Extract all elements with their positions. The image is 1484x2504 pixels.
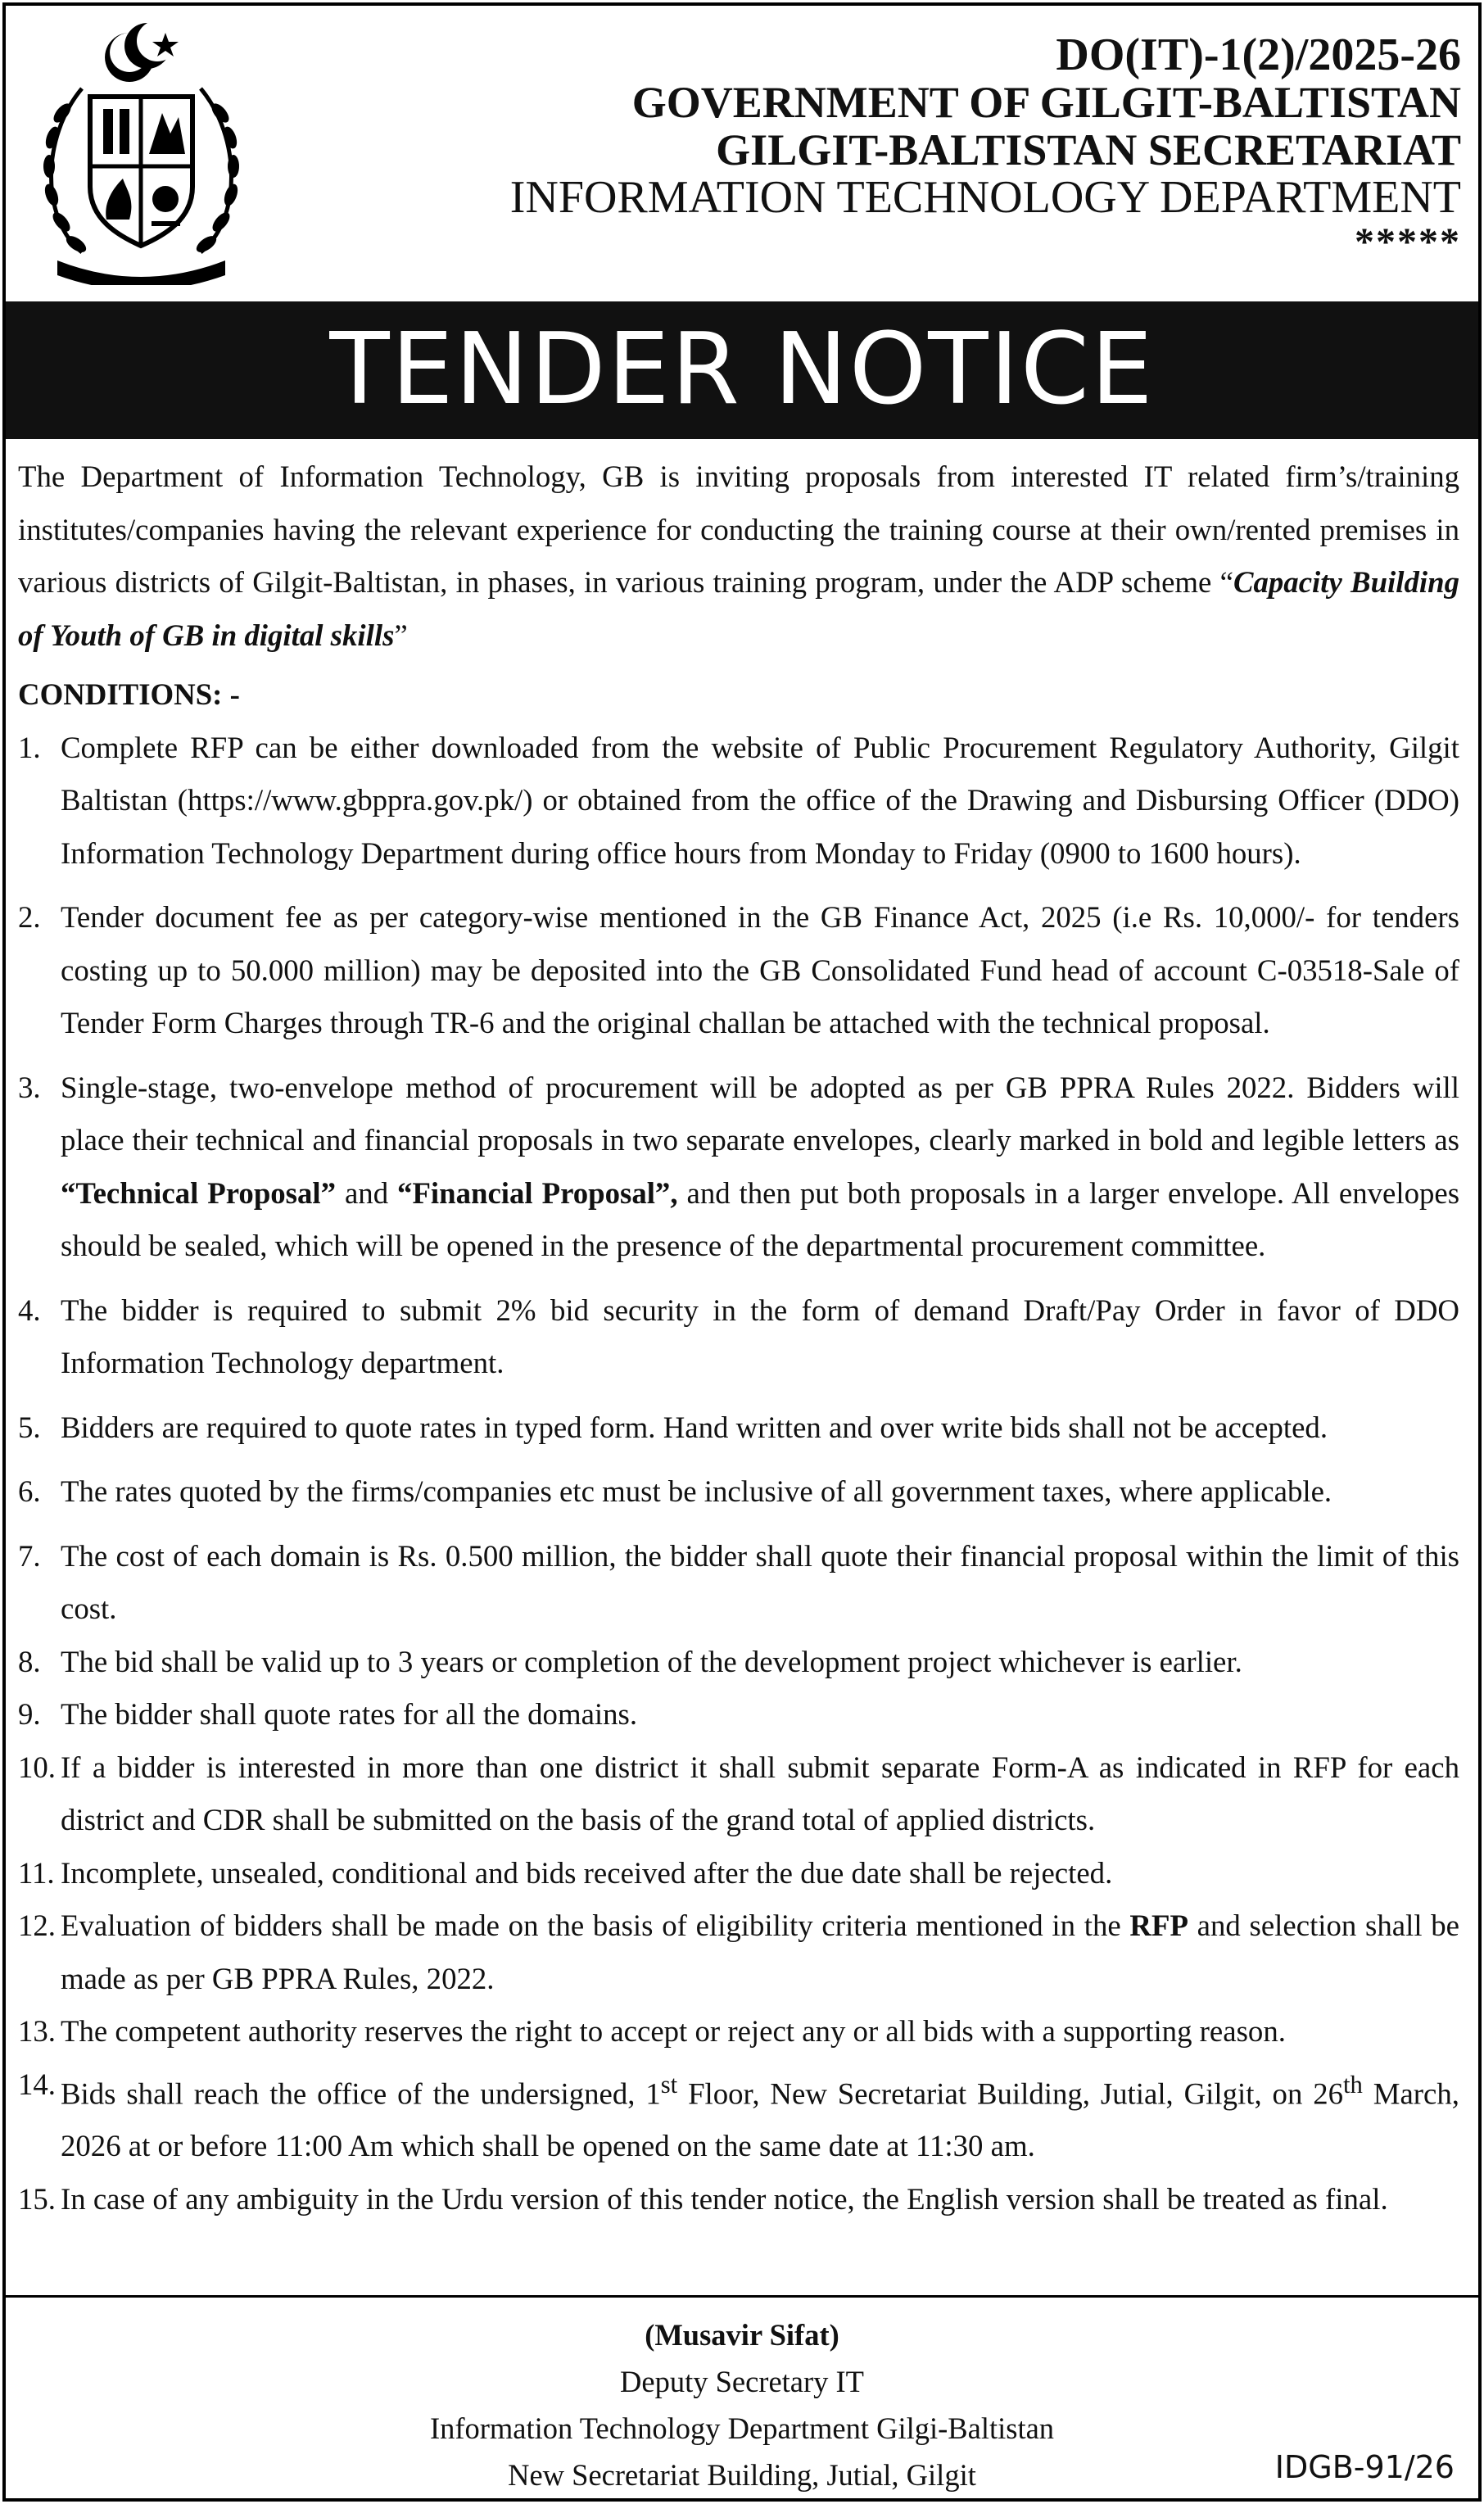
condition-item-15 [18, 2173, 1459, 2226]
condition-text-part: and selection shall be made as per GB PPRA Rules, 2022. [61, 1909, 1459, 1995]
condition-item-5 [18, 1401, 1459, 1455]
condition-item-7 [18, 1530, 1459, 1636]
department-name: INFORMATION TECHNOLOGY DEPARTMENT [509, 171, 1461, 223]
stars-separator: ***** [1355, 220, 1461, 265]
conditions-heading: CONDITIONS: - [18, 677, 240, 711]
condition-number: 4. [18, 1293, 41, 1327]
government-emblem-icon [25, 15, 258, 285]
condition-text [61, 1062, 1459, 1273]
ordinal-suffix: st [660, 2070, 678, 2099]
condition-number: 15. [18, 2181, 56, 2216]
secretariat-name: GILGIT-BALTISTAN SECRETARIAT [716, 125, 1461, 174]
condition-item-11 [18, 1847, 1459, 1900]
condition-item-3 [18, 1062, 1459, 1273]
condition-number: 9. [18, 1697, 41, 1731]
condition-text-part: March, 2026 at or before 11:00 Am which shall be opened on the same date at 11:30 am. [61, 2076, 1459, 2163]
ad-code: IDGB-91/26 [1274, 2449, 1455, 2485]
condition-text: The bidder shall quote rates for all the domains. [61, 1697, 638, 1731]
signatory-address: New Secretariat Building, Jutial, Gilgit [508, 2458, 976, 2492]
condition-text [61, 2058, 1459, 2173]
condition-text: The rates quoted by the firms/companies etc must be inclusive of all government taxes, where applicable. [61, 1474, 1332, 1508]
intro-paragraph [18, 451, 1459, 662]
condition-text: Incomplete, unsealed, conditional and bids received after the due date shall be rejected. [61, 1855, 1113, 1890]
notice-body [18, 451, 1459, 2226]
condition-text: The bidder is required to submit 2% bid security in the form of demand Draft/Pay Order in favor of DDO Information Technology department. [61, 1293, 1459, 1379]
condition-number: 13. [18, 2014, 56, 2048]
scheme-name: Capacity Building of Youth of GB in digital skills [18, 565, 1459, 652]
conditions-list [18, 722, 1459, 2226]
government-name: GOVERNMENT OF GILGIT-BALTISTAN [631, 78, 1461, 128]
signature-divider [6, 2295, 1478, 2298]
condition-number: 1. [18, 730, 41, 764]
ordinal-suffix: th [1343, 2070, 1363, 2099]
condition-item-4 [18, 1284, 1459, 1390]
condition-item-1 [18, 722, 1459, 881]
page-title: TENDER NOTICE [329, 313, 1155, 427]
header-block [314, 31, 1461, 264]
signatory-title: Deputy Secretary IT [620, 2365, 864, 2398]
signature-block [0, 2312, 1484, 2498]
condition-text: The competent authority reserves the right to accept or reject any or all bids with a supporting reason. [61, 2014, 1286, 2048]
condition-number: 5. [18, 1410, 41, 1444]
condition-number: 8. [18, 1644, 41, 1678]
condition-number: 11. [18, 1855, 55, 1890]
condition-text: Complete RFP can be either downloaded from the website of Public Procurement Regulatory Authority, Gilgit Baltistan (https://www.gbppra.gov.pk/) or obtained from the office of the Drawing and Disbursing Officer (DDO) Information Technology Department during office hours from Monday to Friday (0900 to 1600 hours). [61, 730, 1459, 870]
condition-text: If a bidder is interested in more than one district it shall submit separate Form-A as indicated in RFP for each district and CDR shall be submitted on the basis of the grand total of applied districts. [61, 1750, 1459, 1836]
condition-item-14 [18, 2058, 1459, 2173]
condition-number: 12. [18, 1909, 56, 1942]
condition-number: 6. [18, 1474, 41, 1508]
condition-item-6 [18, 1465, 1459, 1519]
title-banner [6, 301, 1478, 439]
condition-number: 7. [18, 1538, 41, 1573]
signatory-name: (Musavir Sifat) [645, 2318, 839, 2352]
intro-text: The Department of Information Technology, GB is inviting proposals from interested IT related firm’s/training institutes/companies having the relevant experience for conducting the training course at their own/rented premises in various districts of Gilgit-Baltistan, in phases, in various training program, under the ADP scheme “ [18, 460, 1459, 599]
condition-text [61, 1900, 1459, 2005]
condition-text: The bid shall be valid up to 3 years or completion of the development project whichever is earlier. [61, 1644, 1242, 1678]
condition-text-part: Bids shall reach the office of the undersigned, 1 [61, 2076, 661, 2110]
condition-item-10 [18, 1741, 1459, 1847]
condition-text-part: and [336, 1175, 398, 1210]
condition-number: 14. [18, 2067, 56, 2101]
condition-text-part: Single-stage, two-envelope method of procurement will be adopted as per GB PPRA Rules 2022. Bidders will place their technical and financial proposals in two separate envelopes, clearly marked in bold and legible letters as [61, 1070, 1459, 1157]
condition-number: 10. [18, 1750, 56, 1784]
condition-text: Bidders are required to quote rates in typed form. Hand written and over write bids shall not be accepted. [61, 1410, 1328, 1444]
condition-number: 3. [18, 1070, 41, 1104]
condition-text-part: and then put both proposals in a larger envelope. All envelopes should be sealed, which will be opened in the presence of the departmental procurement committee. [61, 1175, 1460, 1262]
condition-text-part: Floor, New Secretariat Building, Jutial, Gilgit, on 26 [677, 2076, 1344, 2110]
condition-text: Tender document fee as per category-wise mentioned in the GB Finance Act, 2025 (i.e Rs. 10,000/- for tenders costing up to 50.000 million) may be deposited into the GB Consolidated Fund head of account C-03518-Sale of Tender Form Charges through TR-6 and the original challan be attached with the technical proposal. [61, 900, 1459, 1039]
technical-proposal-label: “Technical Proposal” [61, 1175, 337, 1210]
condition-text: In case of any ambiguity in the Urdu version of this tender notice, the English version shall be treated as final. [61, 2181, 1388, 2216]
reference-number: DO(IT)-1(2)/2025-26 [1056, 29, 1461, 80]
financial-proposal-label: “Financial Proposal”, [397, 1175, 678, 1210]
condition-item-12 [18, 1900, 1459, 2005]
condition-number: 2. [18, 900, 41, 934]
condition-item-9 [18, 1688, 1459, 1741]
intro-closing-quote: ” [394, 618, 408, 652]
rfp-label: RFP [1129, 1909, 1188, 1942]
signatory-office: Information Technology Department Gilgi-Baltistan [429, 2411, 1055, 2445]
condition-text-part: Evaluation of bidders shall be made on the basis of eligibility criteria mentioned in the [61, 1909, 1130, 1942]
condition-item-8 [18, 1636, 1459, 1689]
condition-text: The cost of each domain is Rs. 0.500 million, the bidder shall quote their financial proposal within the limit of this cost. [61, 1538, 1459, 1625]
condition-item-2 [18, 891, 1459, 1050]
condition-item-13 [18, 2005, 1459, 2058]
